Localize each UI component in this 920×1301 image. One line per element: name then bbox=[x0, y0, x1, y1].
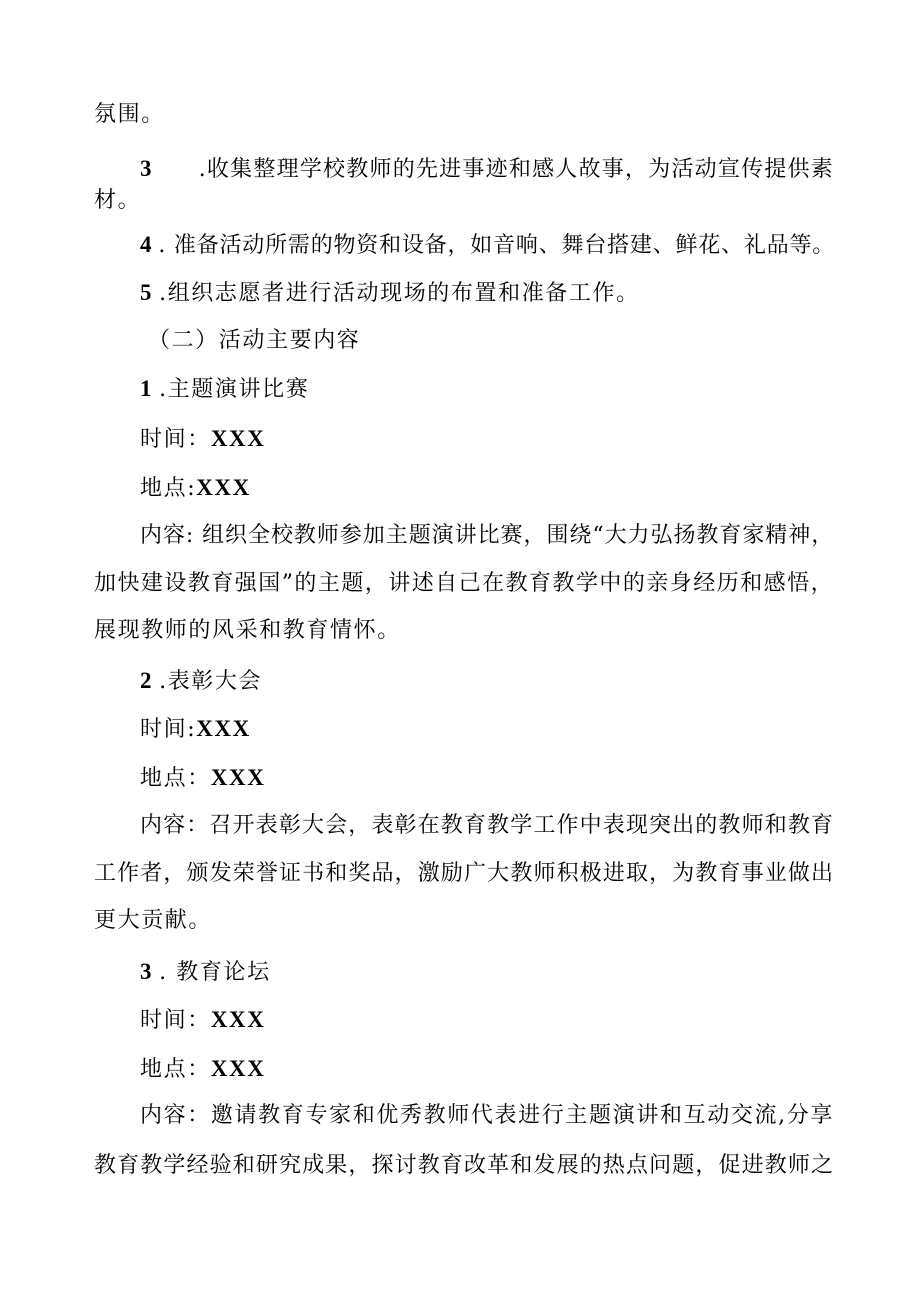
item-text: 材。 bbox=[94, 188, 142, 213]
item-text: .收集整理学校教师的先进事迹和感人故事，为活动宣传提供素 bbox=[198, 157, 834, 182]
content-text: 教育教学经验和研究成果，探讨教育改革和发展的热点问题，促进教师之 bbox=[94, 1153, 834, 1178]
item-text: . 准备活动所需的物资和设备，如音响、舞台搭建、鲜花、礼品等。 bbox=[158, 233, 836, 258]
paragraph-text: 氛围。 bbox=[94, 102, 165, 127]
time-label: 时间： bbox=[140, 1008, 211, 1033]
time-label: 时间: bbox=[140, 717, 197, 742]
event-1-title bbox=[140, 374, 834, 405]
place-value: XXX bbox=[196, 475, 251, 500]
item-number: 4 bbox=[140, 232, 153, 257]
place-label: 地点: bbox=[140, 476, 197, 501]
content-text: 加快建设教育强国”的主题，讲述自己在教育教学中的亲身经历和感悟， bbox=[94, 571, 834, 596]
event-2-title bbox=[140, 666, 834, 697]
list-item-4 bbox=[140, 230, 834, 261]
item-number: 3 bbox=[140, 156, 153, 181]
content-text: 内容: 组织全校教师参加主题演讲比赛，围绕“大力弘扬教育家精神， bbox=[140, 523, 834, 548]
event-2-content-line-3 bbox=[94, 906, 834, 936]
event-3-time bbox=[140, 1005, 834, 1036]
list-item-5 bbox=[140, 278, 834, 309]
list-item-3-continued bbox=[94, 186, 834, 216]
content-text: 展现教师的风采和教育情怀。 bbox=[94, 618, 401, 643]
event-1-time bbox=[140, 424, 834, 455]
event-number: 2 bbox=[140, 668, 154, 693]
event-title: .主题演讲比赛 bbox=[159, 377, 310, 402]
event-number: 1 bbox=[140, 376, 154, 401]
section-heading-text: （二）活动主要内容 bbox=[148, 328, 361, 353]
place-label: 地点： bbox=[140, 1057, 211, 1082]
event-3-content-line-2 bbox=[94, 1151, 834, 1181]
time-value: XXX bbox=[196, 716, 251, 741]
event-2-place bbox=[140, 763, 834, 794]
content-text: 内容：邀请教育专家和优秀教师代表进行主题演讲和互动交流,分享 bbox=[140, 1103, 834, 1128]
event-1-content-line-3 bbox=[94, 616, 834, 646]
event-2-time bbox=[140, 714, 834, 745]
list-item-3 bbox=[140, 154, 834, 185]
event-number: 3 bbox=[140, 959, 154, 984]
place-value: XXX bbox=[210, 765, 266, 790]
content-text: 更大贡献。 bbox=[94, 908, 213, 933]
event-2-content-line-2 bbox=[94, 859, 834, 889]
event-title: .表彰大会 bbox=[159, 669, 263, 694]
place-label: 地点： bbox=[140, 766, 211, 791]
place-value: XXX bbox=[210, 1056, 266, 1081]
event-3-place bbox=[140, 1054, 834, 1085]
content-text: 内容：召开表彰大会，表彰在教育教学工作中表现突出的教师和教育 bbox=[140, 813, 834, 838]
event-title: . 教育论坛 bbox=[159, 960, 271, 985]
event-3-title bbox=[140, 957, 834, 988]
event-2-content-line-1 bbox=[140, 811, 834, 841]
paragraph-tail bbox=[94, 100, 834, 130]
content-text: 工作者，颁发荣誉证书和奖品，激励广大教师积极进取，为教育事业做出 bbox=[94, 861, 834, 886]
event-1-content-line-1 bbox=[140, 521, 834, 551]
event-3-content-line-1 bbox=[140, 1101, 834, 1131]
event-1-content-line-2 bbox=[94, 569, 834, 599]
time-value: XXX bbox=[210, 1007, 266, 1032]
section-heading bbox=[148, 326, 888, 356]
time-label: 时间： bbox=[140, 427, 211, 452]
item-text: .组织志愿者进行活动现场的布置和准备工作。 bbox=[159, 281, 640, 306]
item-number: 5 bbox=[140, 280, 154, 305]
time-value: XXX bbox=[210, 426, 266, 451]
event-1-place bbox=[140, 473, 834, 504]
